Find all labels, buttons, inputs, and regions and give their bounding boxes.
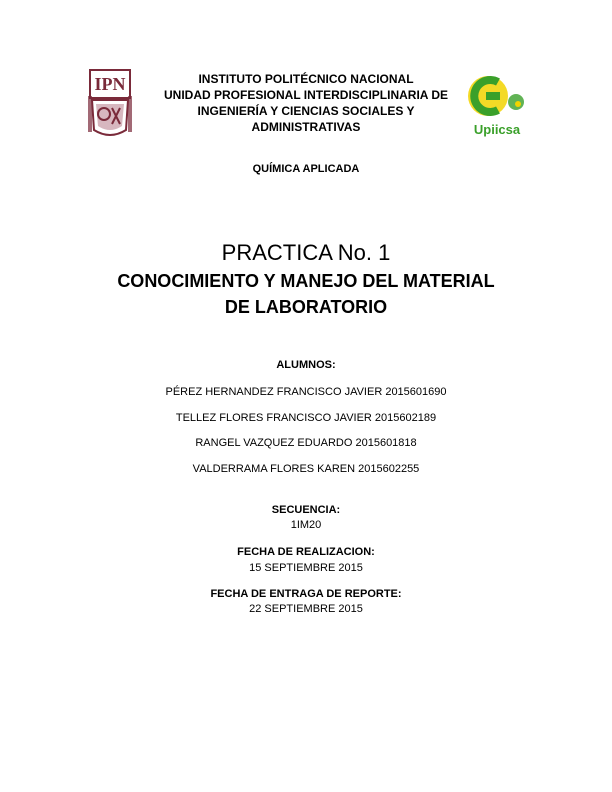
unit-name-line3: ADMINISTRATIVAS [251,120,361,134]
ipn-seal-icon [86,68,134,140]
sequence-label: SECUENCIA: [271,504,341,516]
institution-name: INSTITUTO POLITÉCNICO NACIONAL [198,72,414,86]
student-name: PÉREZ HERNANDEZ FRANCISCO JAVIER 2015601690 [165,386,447,398]
student-name: TELLEZ FLORES FRANCISCO JAVIER 2015602189 [175,412,437,424]
unit-name-line2: INGENIERÍA Y CIENCIAS SOCIALES Y [197,104,415,118]
subject-name: QUÍMICA APLICADA [252,163,360,175]
upiicsa-logo-icon [466,70,528,140]
delivery-date-value: 22 SEPTIEMBRE 2015 [249,603,363,615]
upiicsa-logo [466,70,528,140]
delivery-date-label: FECHA DE ENTRAGA DE REPORTE: [210,588,402,600]
students-heading: ALUMNOS: [276,359,336,371]
unit-name-line1: UNIDAD PROFESIONAL INTERDISCIPLINARIA DE [163,88,448,102]
sequence-value: 1IM20 [290,519,322,531]
svg-text:Upiicsa: Upiicsa [473,122,521,137]
realization-date-label: FECHA DE REALIZACION: [237,546,375,558]
realization-date-value: 15 SEPTIEMBRE 2015 [249,562,363,574]
practice-subtitle-line2: DE LABORATORIO [224,297,388,317]
ipn-logo [86,68,134,140]
practice-subtitle-line1: CONOCIMIENTO Y MANEJO DEL MATERIAL [117,271,495,291]
svg-text:IPN: IPN [94,74,126,94]
practice-title: PRACTICA No. 1 [221,240,391,265]
student-name: VALDERRAMA FLORES KAREN 2015602255 [192,463,420,475]
student-name: RANGEL VAZQUEZ EDUARDO 2015601818 [195,437,417,449]
